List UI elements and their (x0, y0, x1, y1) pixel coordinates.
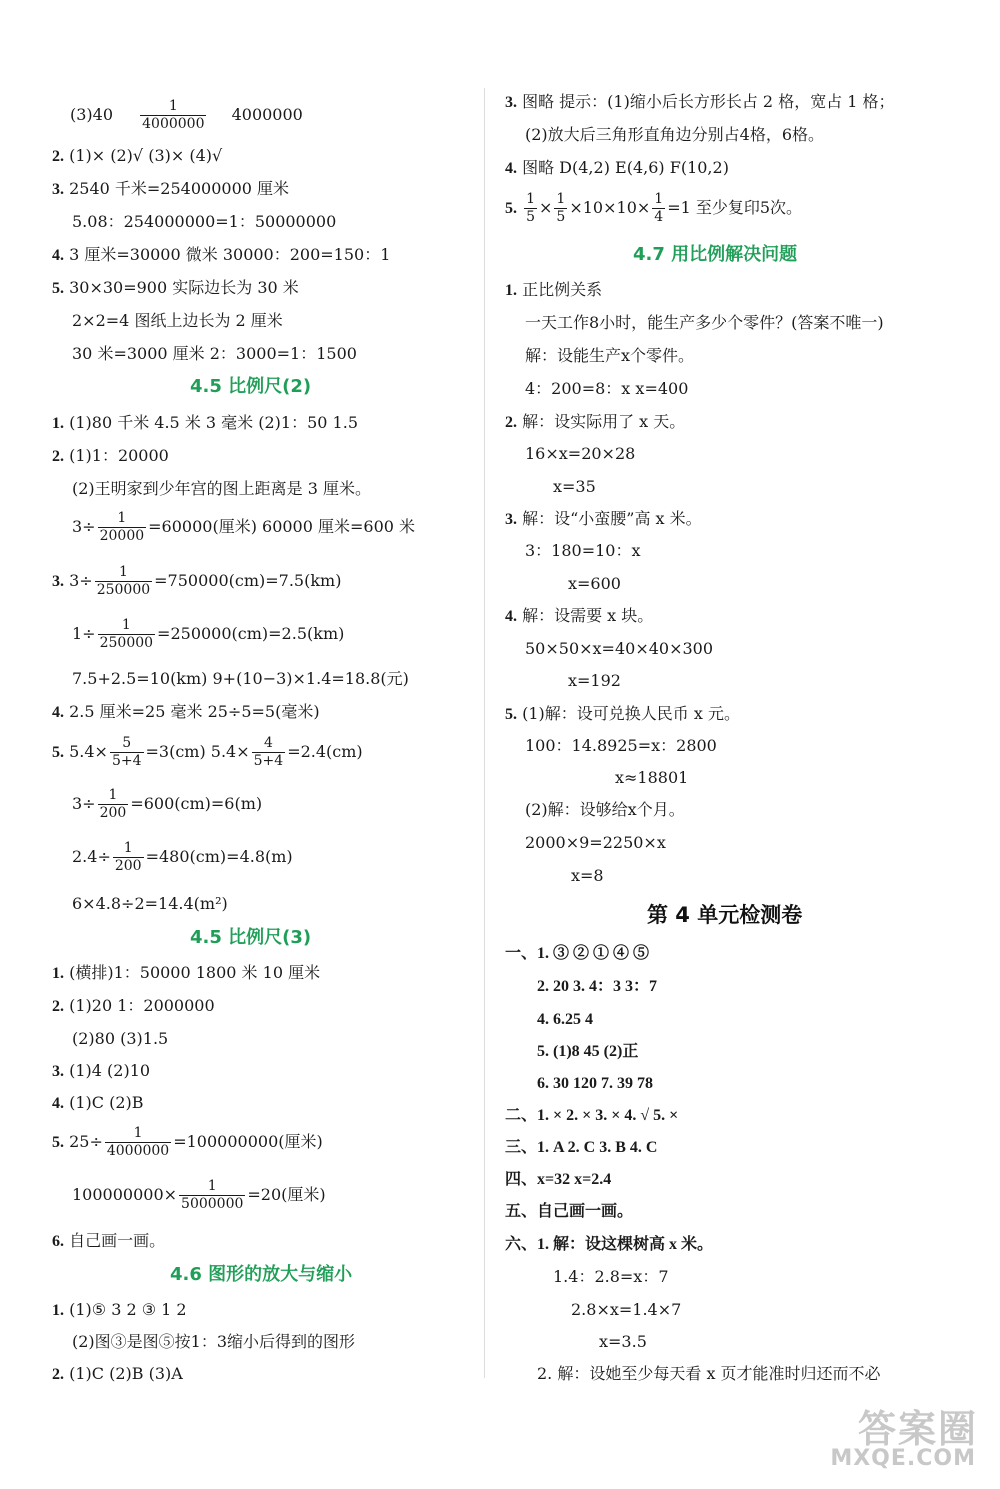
answer-line: 六、1. 解：设这棵树高 x 米。 (505, 1236, 714, 1253)
item-number: 3. (505, 94, 517, 111)
item-number: 3. (52, 1063, 64, 1080)
answer-text: =20(厘米) (247, 1185, 326, 1204)
item-number: 3. (505, 511, 517, 528)
fraction-numerator: 1 (133, 1125, 143, 1141)
fraction-numerator: 1 (556, 191, 566, 207)
answer-line: 一、1. ③ ② ① ④ ⑤ (505, 945, 650, 962)
answer-line (52, 963, 320, 984)
item-number: 3. (52, 181, 64, 198)
fraction-numerator: 5 (122, 735, 132, 751)
fraction-denominator: 20000 (99, 528, 145, 544)
item-number: 1. (52, 1302, 64, 1319)
answer-text: (1)20 1：2000000 (69, 996, 215, 1015)
answer-line (52, 413, 358, 434)
fraction (554, 191, 567, 226)
answer-text: 正比例关系 (522, 280, 603, 299)
fraction-numerator: 1 (117, 510, 127, 526)
fraction-denominator: 5 (556, 209, 566, 225)
answer-text: 4000000 (231, 105, 303, 124)
fraction (113, 840, 144, 875)
answer-line: 6×4.8÷2=14.4(m²) (72, 894, 228, 913)
answer-line (505, 92, 895, 113)
fraction-numerator: 4 (263, 735, 273, 751)
fraction-denominator: 5+4 (253, 753, 284, 769)
answer-line (72, 840, 293, 875)
answer-text: 3÷ (72, 794, 96, 813)
fraction (140, 98, 206, 133)
answer-text: =100000000(厘米) (173, 1132, 323, 1151)
answer-line: (2)80 (3)1.5 (72, 1029, 169, 1048)
answer-line: (2)图③是图⑤按1：3缩小后得到的图形 (72, 1332, 356, 1351)
section-heading: 4.5 比例尺(2) (190, 376, 312, 397)
fraction (98, 787, 129, 822)
item-number: 4. (52, 704, 64, 721)
watermark-logo-text: 答案圈 (857, 1407, 978, 1451)
answer-text: 自己画一画。 (69, 1231, 166, 1250)
answer-line (72, 510, 415, 545)
fraction-numerator: 1 (121, 617, 131, 633)
answer-text: =2.4(cm) (287, 742, 363, 761)
answer-line: 6. 30 120 7. 39 78 (537, 1075, 653, 1092)
answer-text: (横排)1：50000 1800 米 10 厘米 (69, 963, 321, 982)
answer-line (52, 735, 363, 770)
answer-line: x=192 (568, 671, 621, 690)
section-heading: 4.5 比例尺(3) (190, 927, 312, 948)
answer-text: (3)40 (70, 105, 114, 124)
fraction (524, 191, 537, 226)
answer-line: 2×2=4 图纸上边长为 2 厘米 (72, 311, 283, 330)
site-watermark (828, 1398, 978, 1483)
answer-text: (1)C (2)B (69, 1093, 144, 1112)
item-number: 1. (505, 282, 517, 299)
answer-text: 图略 提示：(1)缩小后长方形长占 2 格，宽占 1 格； (522, 92, 895, 111)
answer-text: =60000(厘米) 60000 厘米=600 米 (148, 517, 416, 536)
answer-line (52, 1093, 144, 1114)
fraction (110, 735, 144, 770)
item-number: 4. (505, 160, 517, 177)
answer-text: =250000(cm)=2.5(km) (157, 624, 345, 643)
fraction-numerator: 1 (526, 191, 536, 207)
answer-text: 解：设需要 x 块。 (522, 606, 654, 625)
answer-text: 100000000× (72, 1185, 178, 1204)
answer-text: 3 厘米=30000 微米 30000：200=150：1 (69, 245, 391, 264)
item-number: 2. (52, 148, 64, 165)
answer-line: 100：14.8925=x：2800 (525, 736, 717, 755)
answer-line: 5.08：254000000=1：50000000 (72, 212, 337, 231)
answer-line (72, 1178, 326, 1213)
answer-line: 2.8×x=1.4×7 (571, 1300, 682, 1319)
item-number: 5. (505, 706, 517, 723)
answer-line: (2)王明家到少年宫的图上距离是 3 厘米。 (72, 479, 372, 498)
item-number: 2. (52, 448, 64, 465)
fraction (105, 1125, 171, 1160)
item-number: 5. (52, 1134, 64, 1151)
answer-line: 30 米=3000 厘米 2：3000=1：1500 (72, 344, 357, 363)
answer-text: 解：设实际用了 x 天。 (522, 412, 686, 431)
answer-line: 二、1. × 2. × 3. × 4. √ 5. × (505, 1107, 679, 1124)
fraction-denominator: 250000 (96, 582, 151, 598)
answer-line: x=600 (568, 574, 621, 593)
fraction-numerator: 1 (118, 564, 128, 580)
answer-text: 2540 千米=254000000 厘米 (69, 179, 290, 198)
answer-line (505, 606, 653, 627)
answer-line (52, 1231, 165, 1252)
fraction-denominator: 4 (654, 209, 664, 225)
answer-line (52, 702, 320, 723)
item-number: 4. (52, 247, 64, 264)
answer-line: 1.4：2.8=x：7 (553, 1267, 669, 1286)
answer-line (52, 564, 341, 599)
answer-line (72, 617, 344, 652)
answer-line: 解：设能生产x个零件。 (525, 346, 695, 365)
answer-line (505, 191, 802, 226)
fraction-denominator: 5000000 (181, 1196, 244, 1212)
answer-text: =3(cm) 5.4× (145, 742, 250, 761)
answer-text: 图略 D(4,2) E(4,6) F(10,2) (522, 158, 729, 177)
answer-line: 50×50×x=40×40×300 (525, 639, 714, 658)
fraction (98, 510, 147, 545)
item-number: 6. (52, 1233, 64, 1250)
answer-line (72, 787, 262, 822)
answer-line (70, 98, 303, 133)
watermark-url: MXQE.COM (830, 1446, 976, 1471)
answer-text: (1)⑤ 3 2 ③ 1 2 (69, 1300, 187, 1319)
answer-text: 25÷ (69, 1132, 103, 1151)
answer-text: 30×30=900 实际边长为 30 米 (69, 278, 299, 297)
answer-line: 3：180=10：x (525, 541, 641, 560)
item-number: 2. (505, 414, 517, 431)
answer-text: 1÷ (72, 624, 96, 643)
fraction (179, 1178, 245, 1213)
answer-line: 三、1. A 2. C 3. B 4. C (505, 1139, 658, 1156)
fraction (95, 564, 152, 599)
fraction (652, 191, 665, 226)
fraction-denominator: 4000000 (142, 116, 205, 132)
answer-text: (1)1：20000 (69, 446, 169, 465)
item-number: 4. (52, 1095, 64, 1112)
item-number: 2. (52, 998, 64, 1015)
fraction-numerator: 1 (168, 98, 178, 114)
section-heading: 4.7 用比例解决问题 (633, 244, 798, 265)
answer-line: 2000×9=2250×x (525, 833, 666, 852)
fraction (252, 735, 286, 770)
answer-line: (2)解：设够给x个月。 (525, 800, 685, 819)
answer-line (505, 280, 602, 301)
answer-line: 5. (1)8 45 (2)正 (537, 1043, 639, 1060)
answer-line: 7.5+2.5=10(km) 9+(10−3)×1.4=18.8(元) (72, 669, 409, 688)
fraction-denominator: 200 (114, 858, 142, 874)
answer-line (52, 1364, 183, 1385)
item-number: 4. (505, 608, 517, 625)
fraction-numerator: 1 (207, 1178, 217, 1194)
item-number: 1. (52, 965, 64, 982)
answer-line: x=8 (571, 866, 604, 885)
answer-line: 2. 20 3. 4：3 3：7 (537, 978, 658, 995)
answer-text: =480(cm)=4.8(m) (145, 847, 293, 866)
answer-line: 4：200=8：x x=400 (525, 379, 689, 398)
answer-line (505, 412, 685, 433)
answer-line (52, 996, 215, 1017)
item-number: 5. (505, 200, 517, 217)
answer-line: 一天工作8小时，能生产多少个零件？(答案不唯一) (525, 313, 884, 332)
answer-line: 五、自己画一画。 (505, 1203, 634, 1220)
answer-text: (1)解：设可兑换人民币 x 元。 (522, 704, 740, 723)
answer-text: 解：设“小蛮腰”高 x 米。 (522, 509, 702, 528)
answer-line (52, 446, 169, 467)
answer-text: 2.4÷ (72, 847, 111, 866)
answer-line (52, 146, 222, 167)
answer-line (52, 179, 289, 200)
answer-line: x≈18801 (615, 768, 689, 787)
answer-text: (1)C (2)B (3)A (69, 1364, 183, 1383)
answer-line (505, 509, 702, 530)
answer-line (52, 1300, 187, 1321)
answer-text: 5.4× (69, 742, 108, 761)
answer-text: =1 至少复印5次。 (667, 198, 803, 217)
item-number: 1. (52, 415, 64, 432)
fraction-numerator: 1 (108, 787, 118, 803)
answer-line: x=35 (553, 477, 596, 496)
item-number: 5. (52, 280, 64, 297)
answer-line (52, 278, 299, 299)
answer-line: 4. 6.25 4 (537, 1011, 593, 1028)
answer-text: (1)4 (2)10 (69, 1061, 151, 1080)
answer-line (52, 1061, 150, 1082)
answer-text: (1)× (2)√ (3)× (4)√ (69, 146, 223, 165)
answer-line: (2)放大后三角形直角边分别占4格，6格。 (525, 125, 825, 144)
answer-line: x=3.5 (599, 1332, 647, 1351)
item-number: 3. (52, 573, 64, 590)
answer-text: × (539, 198, 553, 217)
answer-line (505, 704, 740, 725)
fraction-denominator: 200 (99, 805, 127, 821)
answer-line (505, 158, 729, 179)
unit-test-title: 第 4 单元检测卷 (647, 903, 803, 927)
fraction-numerator: 1 (654, 191, 664, 207)
answer-text: =600(cm)=6(m) (130, 794, 263, 813)
answer-text: ×10×10× (569, 198, 651, 217)
answer-text: 3÷ (72, 517, 96, 536)
item-number: 5. (52, 744, 64, 761)
answer-line (52, 1125, 323, 1160)
answer-text: (1)80 千米 4.5 米 3 毫米 (2)1：50 1.5 (69, 413, 358, 432)
answer-line: 2. 解：设她至少每天看 x 页才能准时归还而不必 (537, 1364, 881, 1383)
fraction-denominator: 250000 (99, 635, 154, 651)
answer-line (52, 245, 390, 266)
fraction-denominator: 4000000 (106, 1143, 170, 1159)
fraction-numerator: 1 (123, 840, 133, 856)
section-heading: 4.6 图形的放大与缩小 (170, 1264, 353, 1285)
fraction-denominator: 5+4 (111, 753, 142, 769)
fraction-denominator: 5 (526, 209, 536, 225)
answer-text: 2.5 厘米=25 毫米 25÷5=5(毫米) (69, 702, 320, 721)
answer-text: 3÷ (69, 571, 93, 590)
item-number: 2. (52, 1366, 64, 1383)
column-divider (484, 88, 485, 1378)
answer-line: 四、x=32 x=2.4 (505, 1171, 612, 1188)
answer-line: 16×x=20×28 (525, 444, 636, 463)
answer-text: =750000(cm)=7.5(km) (154, 571, 342, 590)
fraction (98, 617, 155, 652)
